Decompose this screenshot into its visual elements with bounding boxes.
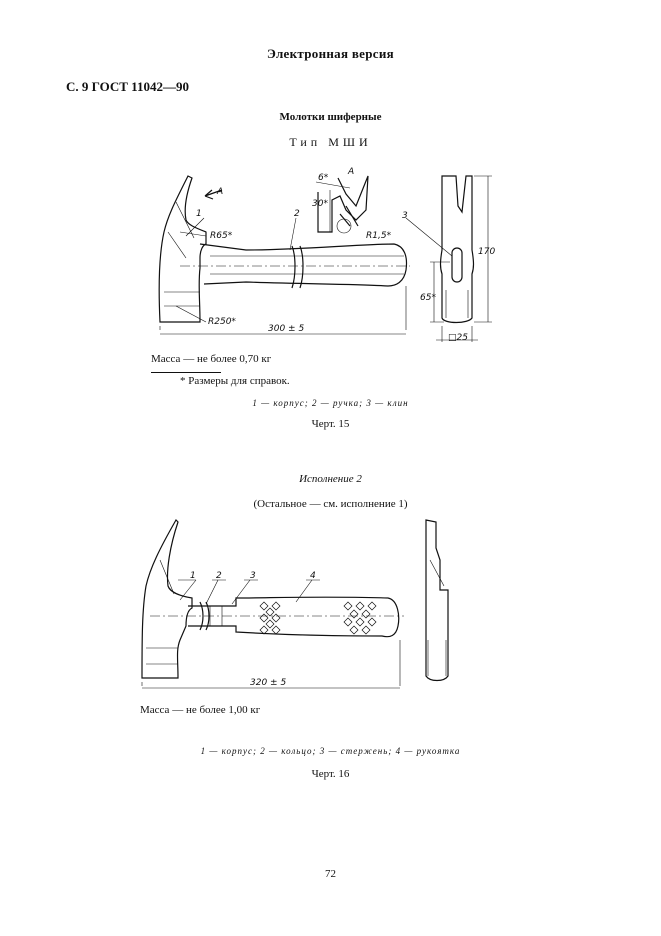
mass-text-15: Масса — не более 0,70 кг	[151, 353, 272, 365]
grip-pattern	[260, 602, 376, 634]
part-3-label-16: 3	[250, 571, 256, 581]
radius-65-label: R65*	[210, 231, 233, 241]
dim-6-label: 6*	[318, 173, 329, 183]
part-1-label: 1	[196, 209, 202, 219]
height-170-label: 170	[478, 247, 496, 257]
radius-250-label: R250*	[208, 317, 236, 327]
part-2-label: 2	[294, 209, 300, 219]
part-1-label-16: 1	[190, 571, 196, 581]
caption-16: Черт. 16	[311, 768, 350, 780]
legend-15: 1 — корпус; 2 — ручка; 3 — клин	[252, 398, 409, 408]
length-300-label: 300 ± 5	[268, 324, 305, 334]
caption-15: Черт. 15	[311, 418, 350, 430]
variant-title: Исполнение 2	[299, 473, 362, 485]
square-25-label: □25	[448, 333, 468, 343]
legend-16: 1 — корпус; 2 — кольцо; 3 — стержень; 4 — рукоятка	[200, 746, 461, 756]
footnote: * Размеры для справок.	[180, 375, 290, 387]
dim-65-label: 65*	[420, 293, 436, 303]
part-3-label: 3	[402, 211, 408, 221]
variant-note: (Остальное — см. исполнение 1)	[253, 498, 408, 510]
dim-30-label: 30*	[312, 199, 328, 209]
page-number: 72	[325, 868, 336, 880]
mass-text-16: Масса — не более 1,00 кг	[140, 704, 261, 716]
section-title: Молотки шиферные	[279, 111, 382, 123]
part-2-label-16: 2	[216, 571, 222, 581]
side-view-2	[426, 520, 448, 681]
part-4-label-16: 4	[310, 571, 316, 581]
page-standard-header: С. 9 ГОСТ 11042—90	[66, 79, 189, 94]
arrow-a-label: А	[217, 187, 224, 197]
radius-15-label: R1,5*	[366, 231, 392, 241]
electronic-version-header: Электронная версия	[267, 46, 394, 61]
hammer-head-2	[142, 520, 192, 678]
length-320-label: 320 ± 5	[250, 678, 287, 688]
section-a-label: А	[348, 167, 355, 177]
type-label: Тип МШИ	[289, 135, 372, 149]
